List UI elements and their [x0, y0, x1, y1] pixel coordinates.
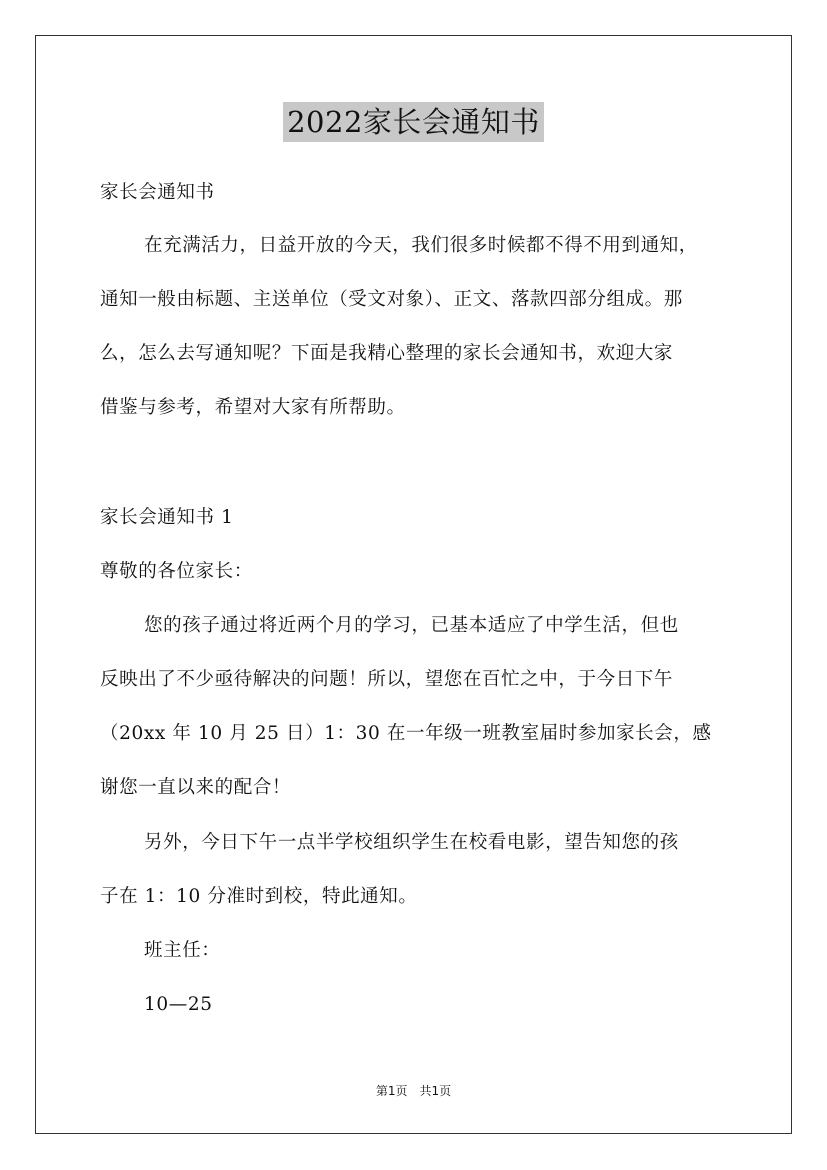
notice-paragraph2-line: 另外，今日下午一点半学校组织学生在校看电影，望告知您的孩	[144, 832, 679, 853]
notice-paragraph2-line: 子在 1：10 分准时到校，特此通知。	[100, 886, 418, 907]
notice-paragraph1-line: （20xx 年 10 月 25 日）1：30 在一年级一班教室届时参加家长会，感	[100, 723, 712, 744]
notice-salutation: 尊敬的各位家长：	[100, 561, 253, 582]
notice-paragraph1-line: 反映出了不少亟待解决的问题！所以，望您在百忙之中，于今日下午	[100, 669, 674, 690]
page-total: 共1页	[419, 1084, 452, 1098]
page-number: 第1页	[375, 1084, 408, 1098]
title-container	[0, 102, 827, 142]
intro-line: 通知一般由标题、主送单位（受文对象）、正文、落款四部分组成。那	[100, 289, 683, 310]
notice-heading: 家长会通知书 1	[100, 507, 234, 528]
intro-line: 借鉴与参考，希望对大家有所帮助。	[100, 397, 406, 418]
intro-line: 么，怎么去写通知呢？下面是我精心整理的家长会通知书，欢迎大家	[100, 343, 674, 364]
notice-signature: 班主任：	[144, 940, 221, 961]
page-footer	[0, 1083, 827, 1099]
document-title: 2022家长会通知书	[283, 102, 544, 142]
notice-date: 10—25	[144, 994, 213, 1015]
notice-paragraph1-line: 谢您一直以来的配合！	[100, 777, 292, 798]
notice-paragraph1-line: 您的孩子通过将近两个月的学习，已基本适应了中学生活，但也	[144, 615, 679, 636]
intro-line: 在充满活力，日益开放的今天，我们很多时候都不得不用到通知，	[144, 235, 698, 256]
intro-heading: 家长会通知书	[100, 182, 215, 203]
